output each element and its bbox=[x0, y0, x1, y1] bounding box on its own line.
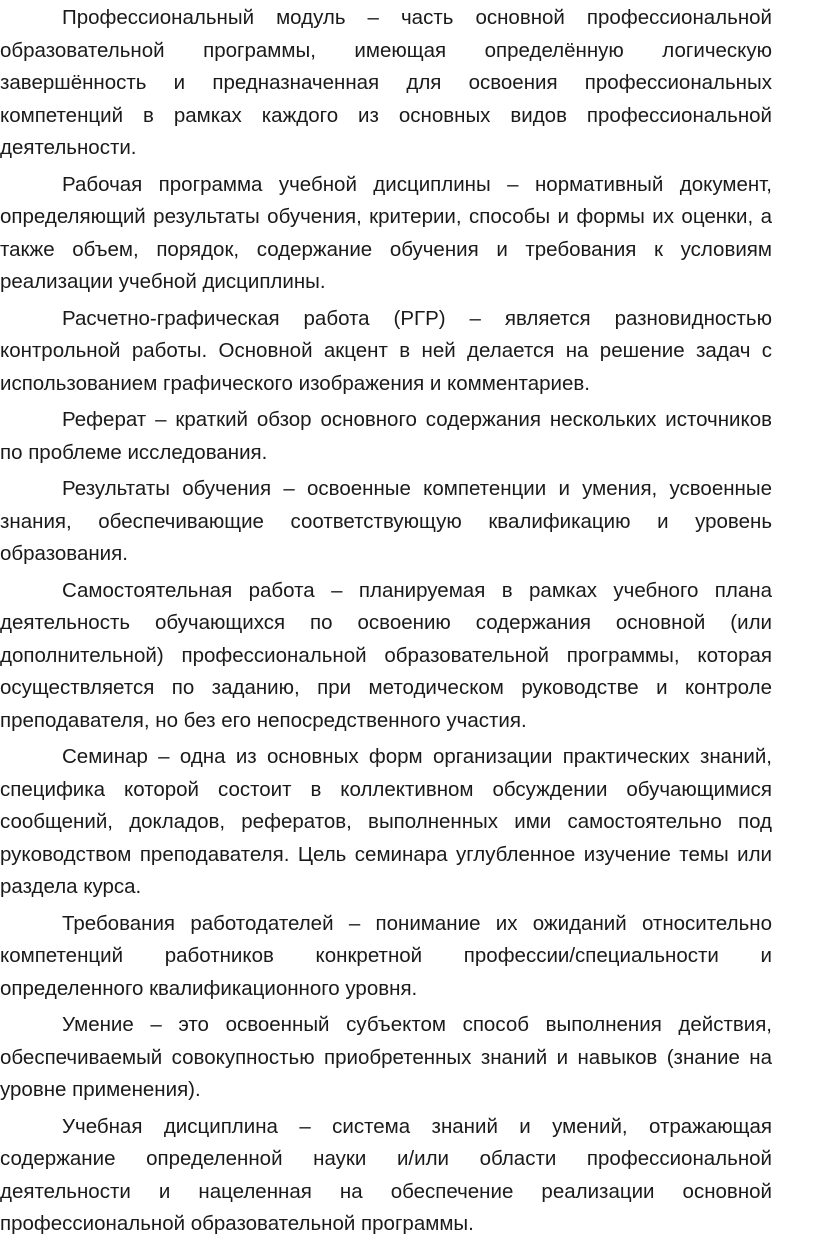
paragraph-skill: Умение – это освоенный субъектом способ выполнения действия, обеспечиваемый совокупностью приобретенных знаний и навыков (знание на уровне применения). bbox=[0, 1013, 772, 1101]
paragraph-calculation-graphic-work: Расчетно-графическая работа (РГР) – является разновидностью контрольной работы. Основной акцент в ней делается на решение задач с использованием графического изображения и комментариев. bbox=[0, 306, 772, 395]
paragraph-seminar: Семинар – одна из основных форм организации практических знаний, специфика которой состоит в коллективном обсуждении обучающимися сообщений, докладов, рефератов, выполненных ими самостоятельно под руководством преподавателя. Цель семинара углубленное изучение темы или раздела курса. bbox=[0, 745, 772, 898]
paragraph-abstract: Реферат – краткий обзор основного содержания нескольких источников по проблеме исследования. bbox=[0, 408, 772, 464]
paragraph-learning-results: Результаты обучения – освоенные компетенции и умения, усвоенные знания, обеспечивающие соответствующую квалификацию и уровень образования. bbox=[0, 477, 772, 565]
paragraph-independent-work: Самостоятельная работа – планируемая в рамках учебного плана деятельность обучающихся по освоению содержания основной (или дополнительной) профессиональной образовательной программы, которая осуществляется по заданию, при методическом руководстве и контроле преподавателя, но без его непосредственного участия. bbox=[0, 578, 772, 732]
paragraph-work-program: Рабочая программа учебной дисциплины – нормативный документ, определяющий результаты обучения, критерии, способы и формы их оценки, а также объем, порядок, содержание обучения и требования к условиям реализации учебной дисциплины. bbox=[0, 172, 772, 293]
paragraph-professional-module: Профессиональный модуль – часть основной профессиональной образовательной программы, имеющая определённую логическую завершённость и предназначенная для освоения профессиональных компетенций в рамках каждого из основных видов профессиональной деятельности. bbox=[0, 6, 772, 159]
paragraph-academic-discipline: Учебная дисциплина – система знаний и умений, отражающая содержание определенной науки и/или области профессиональной деятельности и нацеленная на обеспечение реализации основной профессиональной образовательной программы. bbox=[0, 1114, 772, 1235]
paragraph-employer-requirements: Требования работодателей – понимание их ожиданий относительно компетенций работников конкретной профессии/специальности и определенного квалификационного уровня. bbox=[0, 911, 772, 1000]
